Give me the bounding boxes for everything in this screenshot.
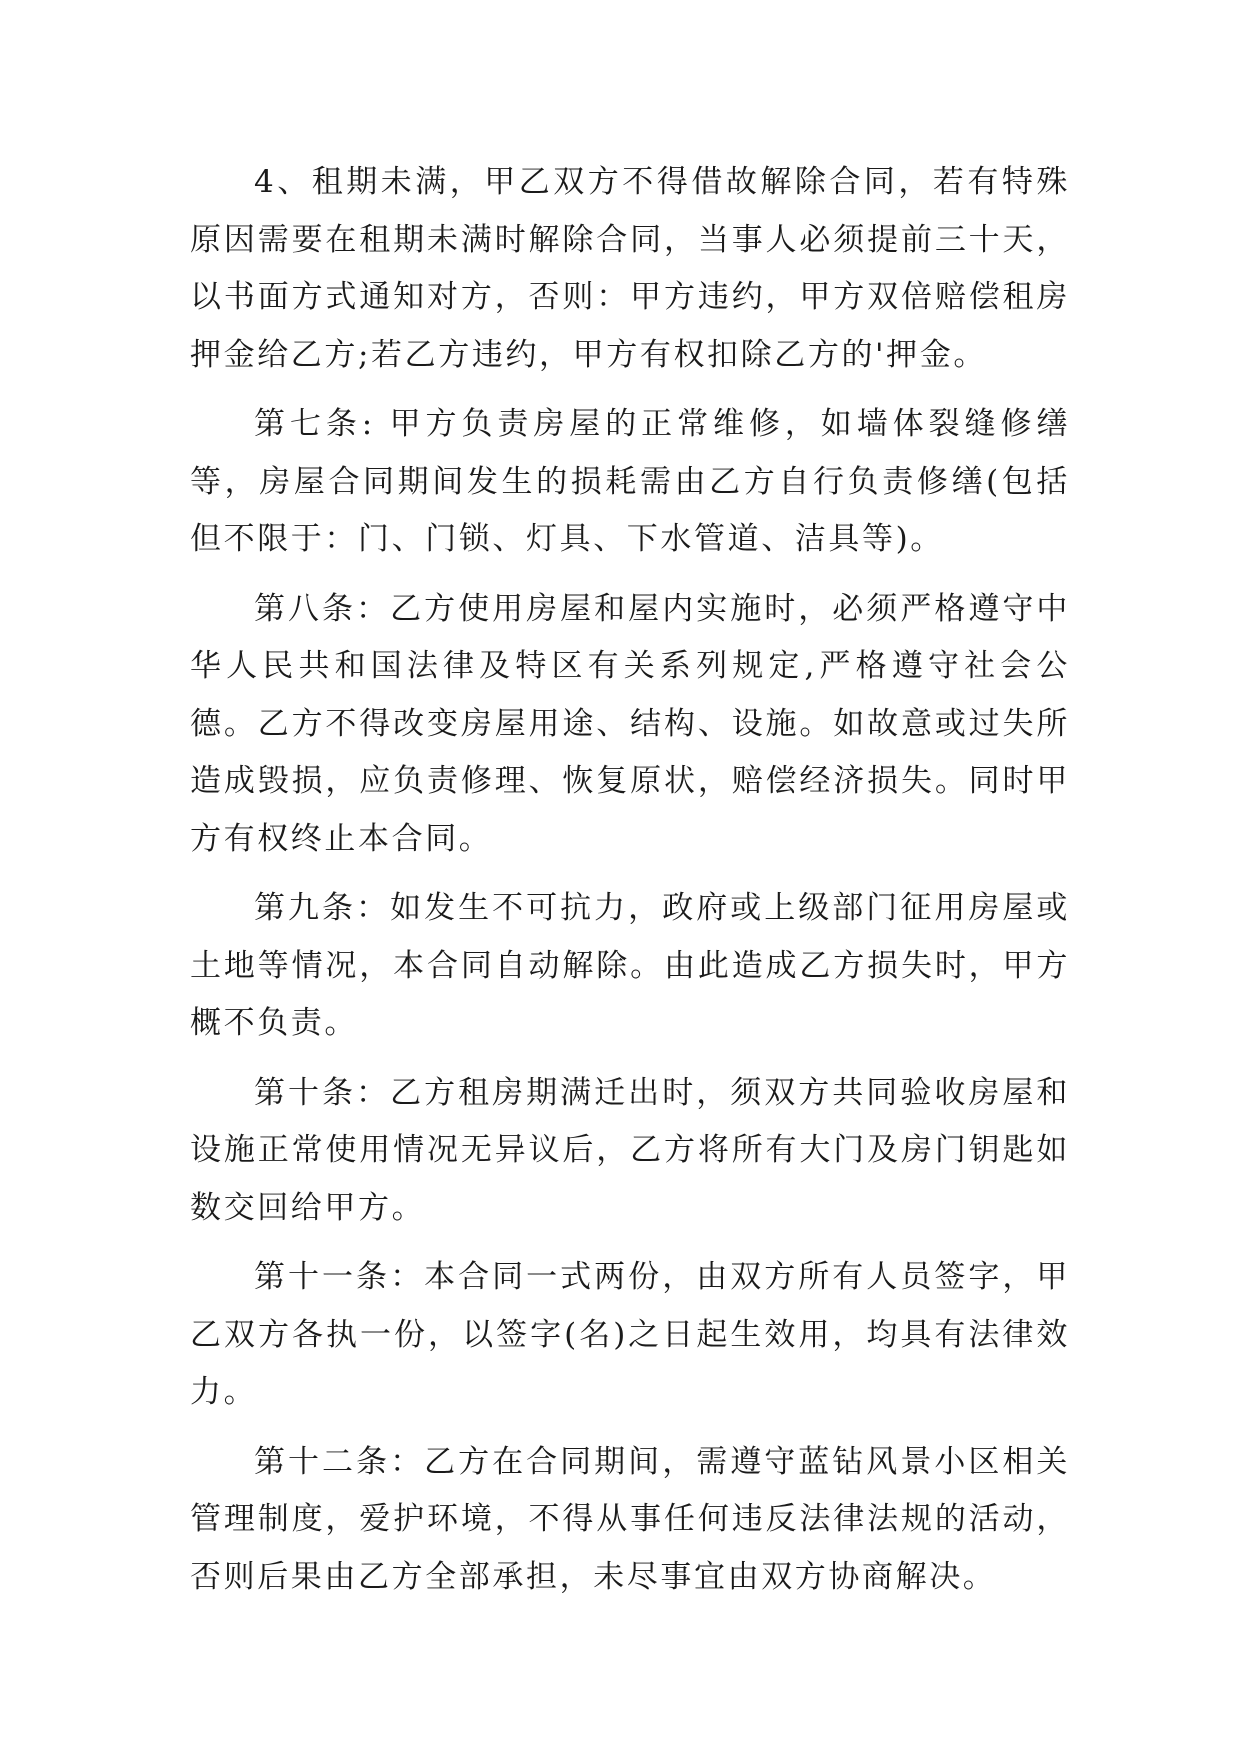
paragraph-article-8-usage: 第八条：乙方使用房屋和屋内实施时，必须严格遵守中华人民共和国法律及特区有关系列规定,严格遵守社会公德。乙方不得改变房屋用途、结构、设施。如故意或过失所造成毁损，应负责修理、恢复原状，赔偿经济损失。同时甲方有权终止本合同。 bbox=[190, 590, 1070, 857]
document-body bbox=[190, 154, 1070, 1618]
paragraph-article-12-rules: 第十二条：乙方在合同期间，需遵守蓝钻风景小区相关管理制度，爱护环境，不得从事任何违反法律法规的活动，否则后果由乙方全部承担，未尽事宜由双方协商解决。 bbox=[190, 1443, 1070, 1595]
paragraph-article-7-maintenance: 第七条: 甲方负责房屋的正常维修，如墙体裂缝修缮等，房屋合同期间发生的损耗需由乙方自行负责修缮(包括但不限于：门、门锁、灯具、下水管道、洁具等)。 bbox=[190, 406, 1070, 557]
paragraph-clause-4-termination: 4、租期未满，甲乙双方不得借故解除合同，若有特殊原因需要在租期未满时解除合同，当事人必须提前三十天，以书面方式通知对方，否则：甲方违约，甲方双倍赔偿租房押金给乙方;若乙方违约，甲方有权扣除乙方的'押金。 bbox=[190, 164, 1070, 373]
paragraph-article-11-copies: 第十一条：本合同一式两份，由双方所有人员签字，甲乙双方各执一份，以签字(名)之日起生效用，均具有法律效力。 bbox=[190, 1259, 1070, 1410]
paragraph-article-10-move-out: 第十条：乙方租房期满迁出时，须双方共同验收房屋和设施正常使用情况无异议后，乙方将所有大门及房门钥匙如数交回给甲方。 bbox=[190, 1074, 1070, 1226]
paragraph-article-9-force-majeure: 第九条：如发生不可抗力，政府或上级部门征用房屋或土地等情况，本合同自动解除。由此造成乙方损失时，甲方概不负责。 bbox=[190, 890, 1070, 1041]
